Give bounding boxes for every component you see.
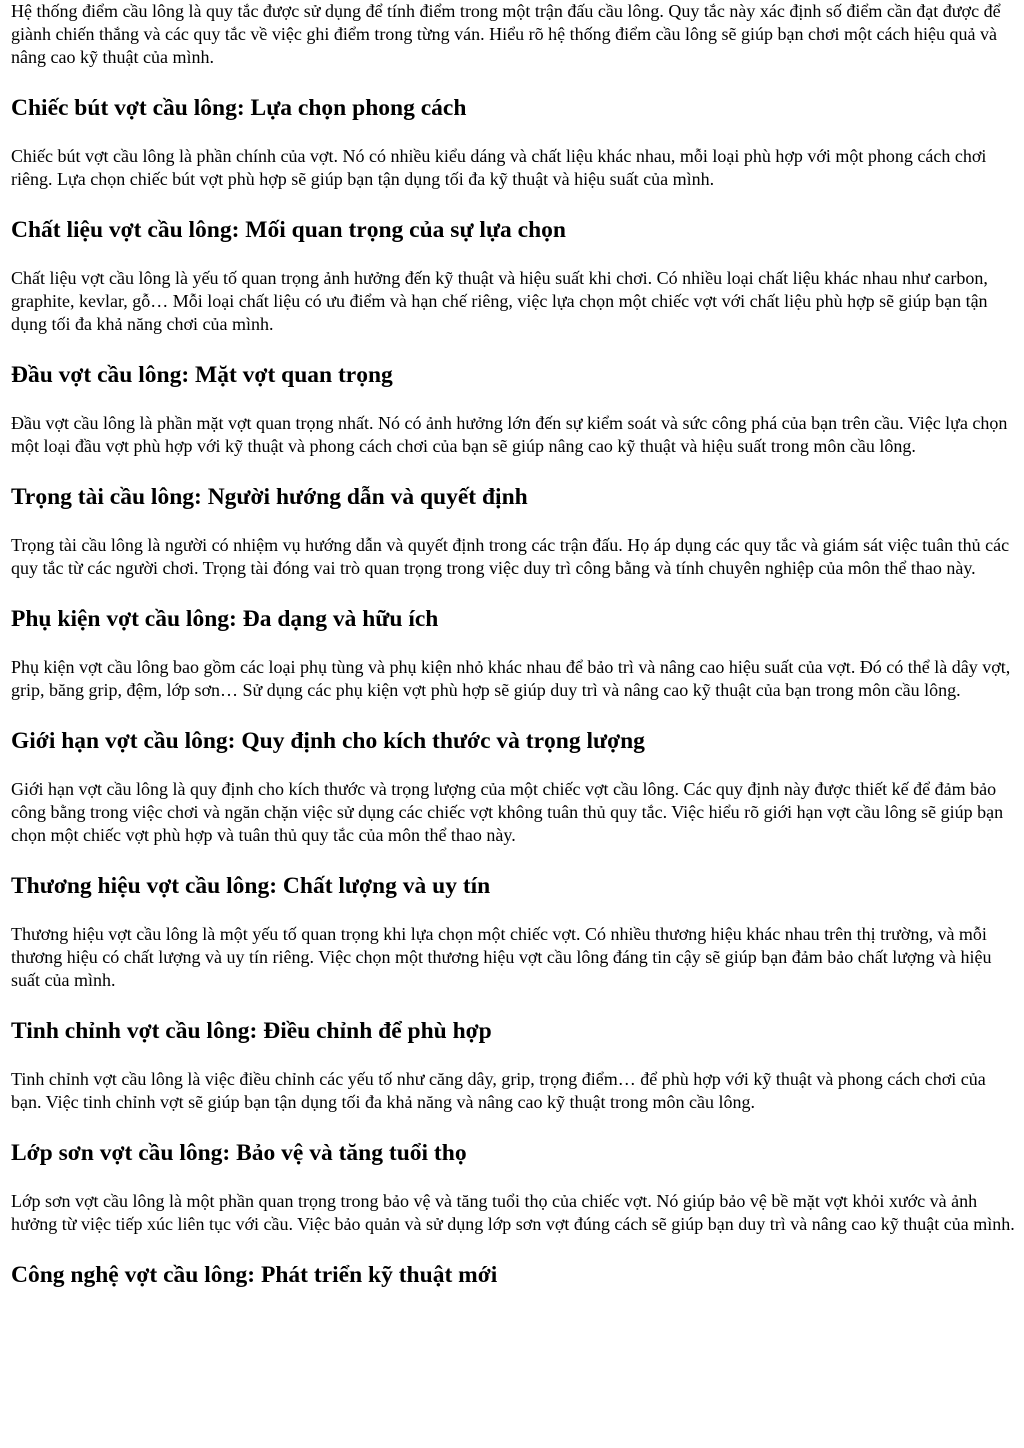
section-racket-shaft	[11, 94, 1015, 191]
section-paragraph: Chiếc bút vợt cầu lông là phần chính của vợt. Nó có nhiều kiểu dáng và chất liệu khác nhau, mỗi loại phù hợp với một phong cách chơi riêng. Lựa chọn chiếc bút vợt phù hợp sẽ giúp bạn tận dụng tối đa kỹ thuật và hiệu suất của mình.	[11, 146, 987, 189]
section-racket-material	[11, 216, 1015, 336]
section-referee	[11, 483, 1015, 580]
section-paragraph: Phụ kiện vợt cầu lông bao gồm các loại phụ tùng và phụ kiện nhỏ khác nhau để bảo trì và nâng cao hiệu suất của vợt. Đó có thể là dây vợt, grip, băng grip, đệm, lớp sơn… Sử dụng các phụ kiện vợt phù hợp sẽ giúp duy trì và nâng cao kỹ thuật của bạn trong môn cầu lông.	[11, 657, 1011, 700]
article	[11, 0, 1015, 1289]
section-tuning	[11, 1017, 1015, 1114]
section-heading: Trọng tài cầu lông: Người hướng dẫn và quyết định	[11, 484, 528, 510]
section-brands	[11, 872, 1015, 992]
intro-paragraph: Hệ thống điểm cầu lông là quy tắc được sử dụng để tính điểm trong một trận đấu cầu lông. Quy tắc này xác định số điểm cần đạt được để giành chiến thắng và các quy tắc về việc ghi điểm trong từng ván. Hiểu rõ hệ thống điểm cầu lông sẽ giúp bạn chơi một cách hiệu quả và nâng cao kỹ thuật của mình.	[11, 1, 1001, 67]
section-heading: Chất liệu vợt cầu lông: Mối quan trọng của sự lựa chọn	[11, 217, 567, 243]
section-heading: Chiếc bút vợt cầu lông: Lựa chọn phong cách	[11, 95, 467, 121]
section-accessories	[11, 605, 1015, 702]
section-paragraph: Tinh chỉnh vợt cầu lông là việc điều chỉnh các yếu tố như căng dây, grip, trọng điểm… để phù hợp với kỹ thuật và phong cách chơi của bạn. Việc tinh chỉnh vợt sẽ giúp bạn tận dụng tối đa khả năng và nâng cao kỹ thuật trong môn cầu lông.	[11, 1069, 986, 1112]
section-paragraph: Trọng tài cầu lông là người có nhiệm vụ hướng dẫn và quyết định trong các trận đấu. Họ áp dụng các quy tắc và giám sát việc tuân thủ các quy tắc từ các người chơi. Trọng tài đóng vai trò quan trọng trong việc duy trì công bằng và tính chuyên nghiệp của môn thể thao này.	[11, 535, 1010, 578]
section-heading: Đầu vợt cầu lông: Mặt vợt quan trọng	[11, 362, 393, 388]
section-paragraph: Chất liệu vợt cầu lông là yếu tố quan trọng ảnh hưởng đến kỹ thuật và hiệu suất khi chơi. Có nhiều loại chất liệu khác nhau như carbon, graphite, kevlar, gỗ… Mỗi loại chất liệu có ưu điểm và hạn chế riêng, việc lựa chọn một chiếc vợt với chất liệu phù hợp sẽ giúp bạn tận dụng tối đa khả năng chơi của mình.	[11, 268, 988, 334]
section-technology	[11, 1261, 1015, 1289]
section-heading: Lớp sơn vợt cầu lông: Bảo vệ và tăng tuổi thọ	[11, 1140, 467, 1166]
section-paint	[11, 1139, 1015, 1236]
section-heading: Thương hiệu vợt cầu lông: Chất lượng và uy tín	[11, 873, 491, 899]
section-heading: Phụ kiện vợt cầu lông: Đa dạng và hữu ích	[11, 606, 439, 632]
section-paragraph: Đầu vợt cầu lông là phần mặt vợt quan trọng nhất. Nó có ảnh hưởng lớn đến sự kiểm soát và sức công phá của bạn trên cầu. Việc lựa chọn một loại đầu vợt phù hợp với kỹ thuật và phong cách chơi của bạn sẽ giúp nâng cao kỹ thuật và hiệu suất trong môn cầu lông.	[11, 413, 1008, 456]
section-racket-head	[11, 361, 1015, 458]
section-heading: Giới hạn vợt cầu lông: Quy định cho kích thước và trọng lượng	[11, 728, 645, 754]
section-heading: Công nghệ vợt cầu lông: Phát triển kỹ thuật mới	[11, 1262, 498, 1288]
section-paragraph: Thương hiệu vợt cầu lông là một yếu tố quan trọng khi lựa chọn một chiếc vợt. Có nhiều thương hiệu khác nhau trên thị trường, và mỗi thương hiệu có chất lượng và uy tín riêng. Việc chọn một thương hiệu vợt cầu lông đáng tin cậy sẽ giúp bạn đảm bảo chất lượng và hiệu suất của mình.	[11, 924, 992, 990]
section-paragraph: Lớp sơn vợt cầu lông là một phần quan trọng trong bảo vệ và tăng tuổi thọ của chiếc vợt. Nó giúp bảo vệ bề mặt vợt khỏi xước và ảnh hưởng từ việc tiếp xúc liên tục với cầu. Việc bảo quản và sử dụng lớp sơn vợt đúng cách sẽ giúp bạn duy trì và nâng cao kỹ thuật của mình.	[11, 1191, 1015, 1234]
section-heading: Tinh chỉnh vợt cầu lông: Điều chỉnh để phù hợp	[11, 1018, 492, 1044]
section-limits	[11, 727, 1015, 847]
section-paragraph: Giới hạn vợt cầu lông là quy định cho kích thước và trọng lượng của một chiếc vợt cầu lông. Các quy định này được thiết kế để đảm bảo công bằng trong việc chơi và ngăn chặn việc sử dụng các chiếc vợt không tuân thủ quy tắc. Việc hiểu rõ giới hạn vợt cầu lông sẽ giúp bạn chọn một chiếc vợt phù hợp và tuân thủ quy tắc của môn thể thao này.	[11, 779, 1004, 845]
